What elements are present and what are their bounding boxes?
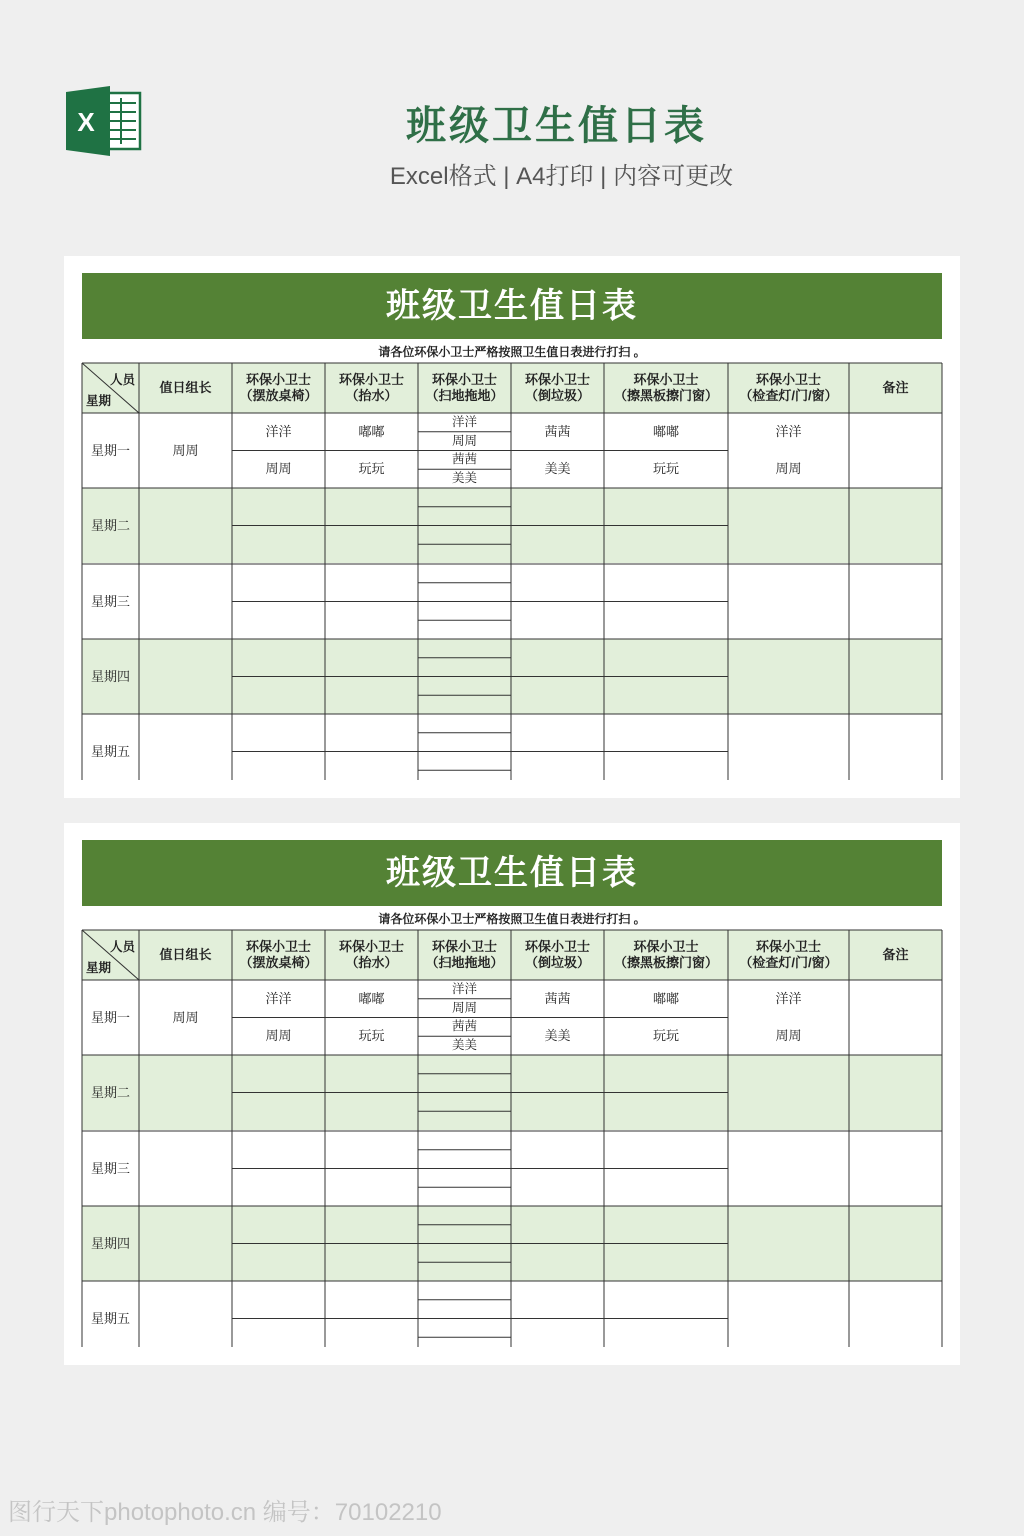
watermark: 图行天下photophoto.cn 编号：70102210 [8, 1499, 442, 1526]
column-header-line: 环保小卫士 [338, 372, 404, 388]
duty-cell-water: 嘟嘟 [358, 990, 385, 1006]
duty-cell-lights: 周周 [775, 461, 802, 477]
column-header-line: （擦黑板擦门窗） [613, 388, 718, 403]
duty-cell-desks: 周周 [265, 1028, 292, 1044]
corner-label-weekday: 星期 [86, 961, 112, 975]
schedule-grid [64, 256, 960, 798]
column-header [511, 363, 604, 413]
duty-cell-water: 玩玩 [358, 1028, 385, 1044]
column-header [325, 930, 418, 980]
duty-cell-lights: 周周 [775, 1028, 802, 1044]
duty-cell-trash: 茜茜 [544, 990, 571, 1006]
weekday-label: 星期三 [90, 1160, 130, 1176]
duty-cell-trash: 美美 [544, 461, 571, 477]
weekday-label: 星期一 [90, 442, 130, 458]
duty-cell-board: 玩玩 [652, 1028, 679, 1044]
column-header [139, 930, 232, 980]
schedule-grid [64, 823, 960, 1365]
column-header-line: 环保小卫士 [524, 939, 590, 955]
weekday-label: 星期四 [90, 1235, 130, 1251]
duty-cell-trash: 茜茜 [544, 423, 571, 439]
weekday-label: 星期二 [90, 1084, 130, 1100]
column-header-line: （检查灯/门/窗） [739, 955, 838, 970]
column-header-line: 环保小卫士 [633, 939, 699, 955]
sheet-instruction: 请各位环保小卫士严格按照卫生值日表进行打扫 。 [378, 912, 646, 926]
weekday-label: 星期一 [90, 1009, 130, 1025]
excel-logo-letter: X [77, 107, 95, 137]
weekday-label: 星期五 [90, 743, 130, 759]
column-header [604, 930, 728, 980]
column-header-line: 环保小卫士 [524, 372, 590, 388]
column-header-line: （擦黑板擦门窗） [613, 955, 718, 970]
duty-cell-trash: 美美 [544, 1028, 571, 1044]
column-header-line: 环保小卫士 [431, 372, 497, 388]
duty-cell-board: 嘟嘟 [652, 423, 679, 439]
leader-cell: 周周 [172, 1009, 199, 1025]
column-header-line: 环保小卫士 [245, 372, 311, 388]
weekday-label: 星期五 [90, 1310, 130, 1326]
column-header [511, 930, 604, 980]
column-header-line: （摆放桌椅） [239, 955, 318, 970]
sheet-banner-title: 班级卫生值日表 [82, 273, 942, 339]
sheet-instruction: 请各位环保小卫士严格按照卫生值日表进行打扫 。 [378, 345, 646, 359]
column-header-line: （倒垃圾） [524, 955, 590, 970]
column-header-line: 备注 [882, 380, 909, 396]
corner-label-people: 人员 [110, 940, 136, 954]
duty-cell-sweep: 茜茜 [451, 1019, 477, 1034]
duty-cell-lights: 洋洋 [775, 423, 802, 439]
column-header [849, 930, 942, 980]
column-header [728, 363, 849, 413]
column-header-line: 环保小卫士 [755, 939, 821, 955]
duty-cell-water: 玩玩 [358, 461, 385, 477]
duty-cell-desks: 周周 [265, 461, 292, 477]
column-header-line: 值日组长 [159, 380, 212, 396]
duty-cell-desks: 洋洋 [265, 423, 292, 439]
schedule-sheet-1 [64, 256, 960, 798]
weekday-label: 星期三 [90, 593, 130, 609]
column-header [728, 930, 849, 980]
column-header-line: （抬水） [345, 955, 398, 970]
column-header [418, 930, 511, 980]
column-header [232, 363, 325, 413]
duty-cell-sweep: 茜茜 [451, 452, 477, 467]
weekday-label: 星期四 [90, 668, 130, 684]
leader-cell: 周周 [172, 442, 199, 458]
column-header-line: 环保小卫士 [633, 372, 699, 388]
page-subtitle: Excel格式 | A4打印 | 内容可更改 [389, 163, 734, 190]
column-header-line: （摆放桌椅） [239, 388, 318, 403]
column-header [139, 363, 232, 413]
duty-cell-sweep: 周周 [451, 1000, 477, 1015]
column-header-line: （倒垃圾） [524, 388, 590, 403]
weekday-label: 星期二 [90, 517, 130, 533]
corner-label-weekday: 星期 [86, 394, 112, 408]
column-header [325, 363, 418, 413]
duty-cell-desks: 洋洋 [265, 990, 292, 1006]
duty-cell-board: 嘟嘟 [652, 990, 679, 1006]
column-header [418, 363, 511, 413]
column-header [232, 930, 325, 980]
duty-cell-water: 嘟嘟 [358, 423, 385, 439]
column-header-line: 环保小卫士 [755, 372, 821, 388]
duty-cell-sweep: 周周 [451, 433, 477, 448]
duty-cell-sweep: 洋洋 [451, 414, 477, 429]
schedule-sheet-2 [64, 823, 960, 1365]
column-header-line: 环保小卫士 [431, 939, 497, 955]
column-header-line: （扫地拖地） [425, 955, 504, 970]
column-header-line: 值日组长 [159, 947, 212, 963]
page-title: 班级卫生值日表 [406, 104, 707, 148]
duty-cell-board: 玩玩 [652, 461, 679, 477]
duty-cell-lights: 洋洋 [775, 990, 802, 1006]
column-header-line: （检查灯/门/窗） [739, 388, 838, 403]
column-header-line: 环保小卫士 [245, 939, 311, 955]
column-header-line: （抬水） [345, 388, 398, 403]
column-header [849, 363, 942, 413]
column-header-line: 备注 [882, 947, 909, 963]
duty-cell-sweep: 美美 [451, 471, 477, 486]
duty-cell-sweep: 洋洋 [451, 981, 477, 996]
sheet-banner-title: 班级卫生值日表 [82, 840, 942, 906]
column-header-line: （扫地拖地） [425, 388, 504, 403]
corner-label-people: 人员 [110, 373, 136, 387]
column-header [604, 363, 728, 413]
duty-cell-sweep: 美美 [451, 1038, 477, 1053]
column-header-line: 环保小卫士 [338, 939, 404, 955]
